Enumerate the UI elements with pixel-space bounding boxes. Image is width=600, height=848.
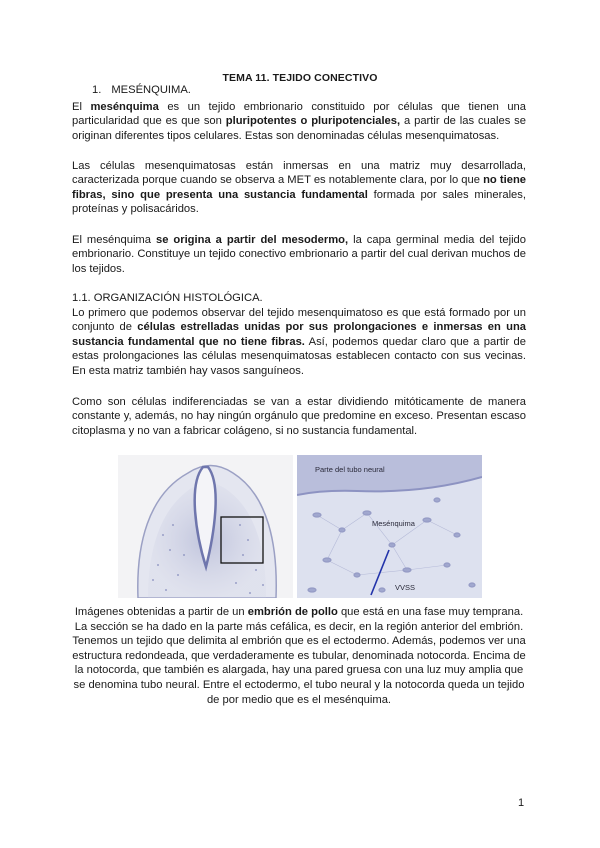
bold-run: mesénquima: [90, 101, 159, 113]
text-run: que está en una fase muy temprana. La sección se ha dado en la parte más cefálica, es decir, en la región anterior del embrión. Tenemos un tejido que delimita al embrión que es el ectodermo. Además, podemos ver una estructura redondeada, que verdaderamente es tubular, denominada notocorda. Encima de la notocorda, que también es alargada, hay una pared gruesa con una luz muy amplia que se denomina tubo neural. Entre el ectodermo, el tubo neural y la notocorda queda un tejido de por medio que es el mesénquima.: [72, 606, 526, 706]
text-run: es un tejido embrionario constituido por células que tienen una particularidad que es que son: [72, 101, 527, 128]
text-run: El: [72, 101, 91, 113]
section-heading-mesenquima: [92, 84, 191, 96]
subsection-heading-organizacion: 1.1. ORGANIZACIÓN HISTOLÓGICA.: [72, 292, 263, 304]
text-run: Así, podemos quedar claro que a partir de estas prolongaciones las células mesenquimatosas establecen contacto con sus vecinas. En esta matriz también hay vasos sanguíneos.: [72, 335, 526, 377]
section-title: MESÉNQUIMA.: [111, 84, 191, 96]
page-number: 1: [518, 797, 525, 809]
bold-run: no tiene fibras, sino que presenta una sustancia fundamental: [72, 174, 526, 201]
text-run: Lo primero que podemos observar del tejido mesenquimatoso es que está formado por un conjunto de: [72, 307, 526, 334]
paragraph-organization: [72, 306, 526, 378]
mesenchyme-micrograph: [297, 455, 482, 598]
label-neural-tube: Parte del tubo neural: [315, 465, 385, 474]
text-run: la capa germinal media del tejido embrionario. Constituye un tejido conectivo embrionario a partir del cual derivan muchos de los tejidos.: [72, 234, 526, 275]
text-run: formada por sales minerales, proteínas y polisacáridos.: [72, 188, 526, 216]
label-blood-vessels: VVSS: [395, 583, 416, 592]
embryo-section-image: [118, 455, 293, 598]
document-title: TEMA 11. TEJIDO CONECTIVO: [222, 72, 378, 84]
paragraph-cells: [72, 395, 526, 438]
embryo-section-drawing: [118, 455, 293, 598]
paragraph-origin: [72, 233, 526, 276]
text-run: Como son células indiferenciadas se van a estar dividiendo mitóticamente de manera constante y, además, no hay ningún orgánulo que predomine en exceso. Presentan escaso citoplasma y no van a fabricar colágeno, si no sustancia fundamental.: [72, 396, 526, 437]
text-run: Las células mesenquimatosas están inmersas en una matriz muy desarrollada, caracterizada porque cuando se observa a MET es notablemente clara, por lo que: [72, 160, 526, 187]
bold-run: células estrelladas unidas por sus prolongaciones e inmersas en una sustancia fundamental que no tiene fibras.: [72, 321, 526, 348]
text-run: a partir de las cuales se originan diferentes tipos celulares. Estas son denominadas células mesenquimatosas.: [72, 115, 526, 142]
bold-run: embrión de pollo: [247, 606, 338, 618]
text-run: Imágenes obtenidas a partir de un: [74, 606, 248, 618]
figure-caption: [72, 605, 526, 707]
histology-figure: [118, 455, 482, 598]
bold-run: pluripotentes o pluripotenciales,: [225, 115, 401, 128]
text-run: El mesénquima: [72, 234, 156, 246]
bold-run: se origina a partir del mesodermo,: [155, 234, 349, 246]
section-number: 1.: [92, 84, 102, 96]
paragraph-matrix: [72, 159, 526, 217]
paragraph-definition: [72, 100, 526, 143]
label-mesenchyme: Mesénquima: [372, 519, 415, 528]
